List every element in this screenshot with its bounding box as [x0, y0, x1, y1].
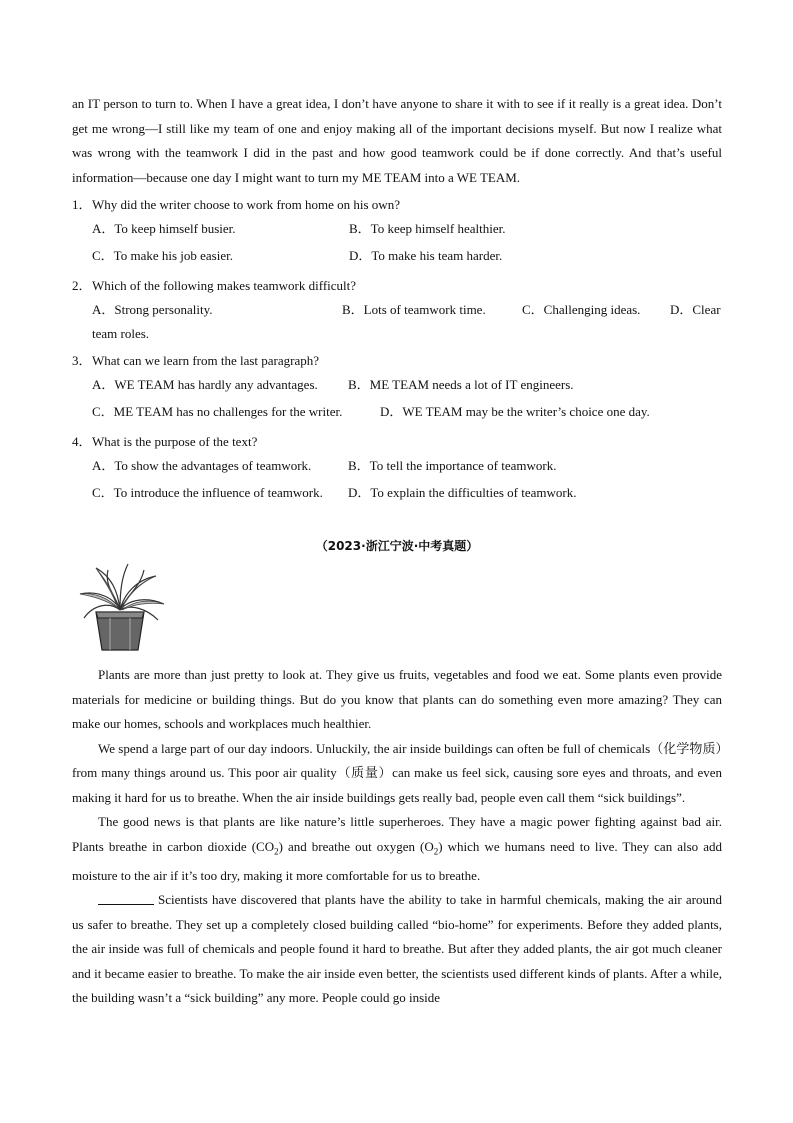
question-3-option-c[interactable]: C．ME TEAM has no challenges for the writer.	[92, 404, 343, 419]
question-4	[72, 430, 722, 508]
question-2-option-c[interactable]: C．Challenging ideas.	[522, 302, 641, 317]
question-4-option-d[interactable]: D．To explain the difficulties of teamwork.	[348, 485, 577, 500]
passage2-paragraph-4: Scientists have discovered that plants have the ability to take in harmful chemicals, making the air around us safer to breathe. They set up a completely closed building called “bio-home” for experiments. Before they added plants, the air inside was full of chemicals and people found it hard to breathe. But after they added plants, the air got much cleaner and it became easier to breathe. To make the air inside even better, the scientists used different kinds of plants. After a while, the building wasn’t a “sick building” any more. People could go inside	[72, 892, 722, 1006]
question-1-option-d[interactable]: D．To make his team harder.	[349, 248, 503, 263]
question-3	[72, 349, 722, 427]
question-3-option-d[interactable]: D．WE TEAM may be the writer’s choice one day.	[380, 404, 650, 419]
question-3-option-b[interactable]: B．ME TEAM needs a lot of IT engineers.	[348, 377, 574, 392]
potted-plant-image	[74, 562, 168, 654]
question-3-text: What can we learn from the last paragraph?	[92, 353, 320, 368]
question-1-option-c[interactable]: C．To make his job easier.	[92, 248, 233, 263]
question-2-number: 2．	[72, 278, 92, 293]
question-4-option-b[interactable]: B．To tell the importance of teamwork.	[348, 458, 557, 473]
document-page	[72, 92, 722, 1011]
passage2-paragraph-2: We spend a large part of our day indoors. Unluckily, the air inside buildings can often be full of chemicals（化学物质）from many things around us. This poor air quality（质量）can make us feel sick, causing sore eyes and throats, and even making it hard for us to breathe. When the air inside buildings gets really bad, people even call them “sick buildings”.	[72, 740, 722, 805]
question-4-text: What is the purpose of the text?	[92, 434, 258, 449]
answer-blank[interactable]	[98, 891, 154, 905]
question-4-option-c[interactable]: C．To introduce the influence of teamwork.	[92, 485, 323, 500]
question-1-text: Why did the writer choose to work from home on his own?	[92, 197, 400, 212]
question-2	[72, 274, 722, 346]
question-2-option-d[interactable]: D．Clear	[670, 302, 721, 317]
question-3-option-a[interactable]: A．WE TEAM has hardly any advantages.	[92, 377, 318, 392]
passage2-paragraph-1: Plants are more than just pretty to look at. They give us fruits, vegetables and food we eat. Some plants even provide materials for medicine or building things. But do you know that plants can do something even more amazing? They can make our homes, schools and workplaces much healthier.	[72, 667, 722, 731]
passage1-ending: an IT person to turn to. When I have a great idea, I don’t have anyone to share it with to see if it really is a great idea. Don’t get me wrong—I still like my team of one and enjoy making all of the important decisions myself. But now I realize what was wrong with the teamwork I did in the past and how good teamwork could be if done correctly. And that’s useful information—because one day I might want to turn my ME TEAM into a WE TEAM.	[72, 96, 722, 185]
question-2-option-d-continued[interactable]: team roles.	[92, 326, 150, 341]
source-label: （2023·浙江宁波·中考真题）	[315, 539, 479, 553]
question-4-number: 4．	[72, 434, 92, 449]
question-3-number: 3．	[72, 353, 92, 368]
question-2-option-a[interactable]: A．Strong personality.	[92, 302, 213, 317]
passage2-paragraph-3: The good news is that plants are like nature’s little superheroes. They have a magic power fighting against bad air. Plants breathe in carbon dioxide $(CO_2)$ and breathe out oxygen $(O_2)$ which we humans need to live. They can also add moisture to the air if it’s too dry, making it more comfortable for us to breathe.	[72, 814, 722, 883]
question-2-text: Which of the following makes teamwork difficult?	[92, 278, 357, 293]
question-2-option-b[interactable]: B．Lots of teamwork time.	[342, 302, 486, 317]
question-1-option-b[interactable]: B．To keep himself healthier.	[349, 221, 506, 236]
question-1-option-a[interactable]: A．To keep himself busier.	[92, 221, 236, 236]
question-1	[72, 193, 722, 271]
question-4-option-a[interactable]: A．To show the advantages of teamwork.	[92, 458, 312, 473]
question-1-number: 1．	[72, 197, 92, 212]
